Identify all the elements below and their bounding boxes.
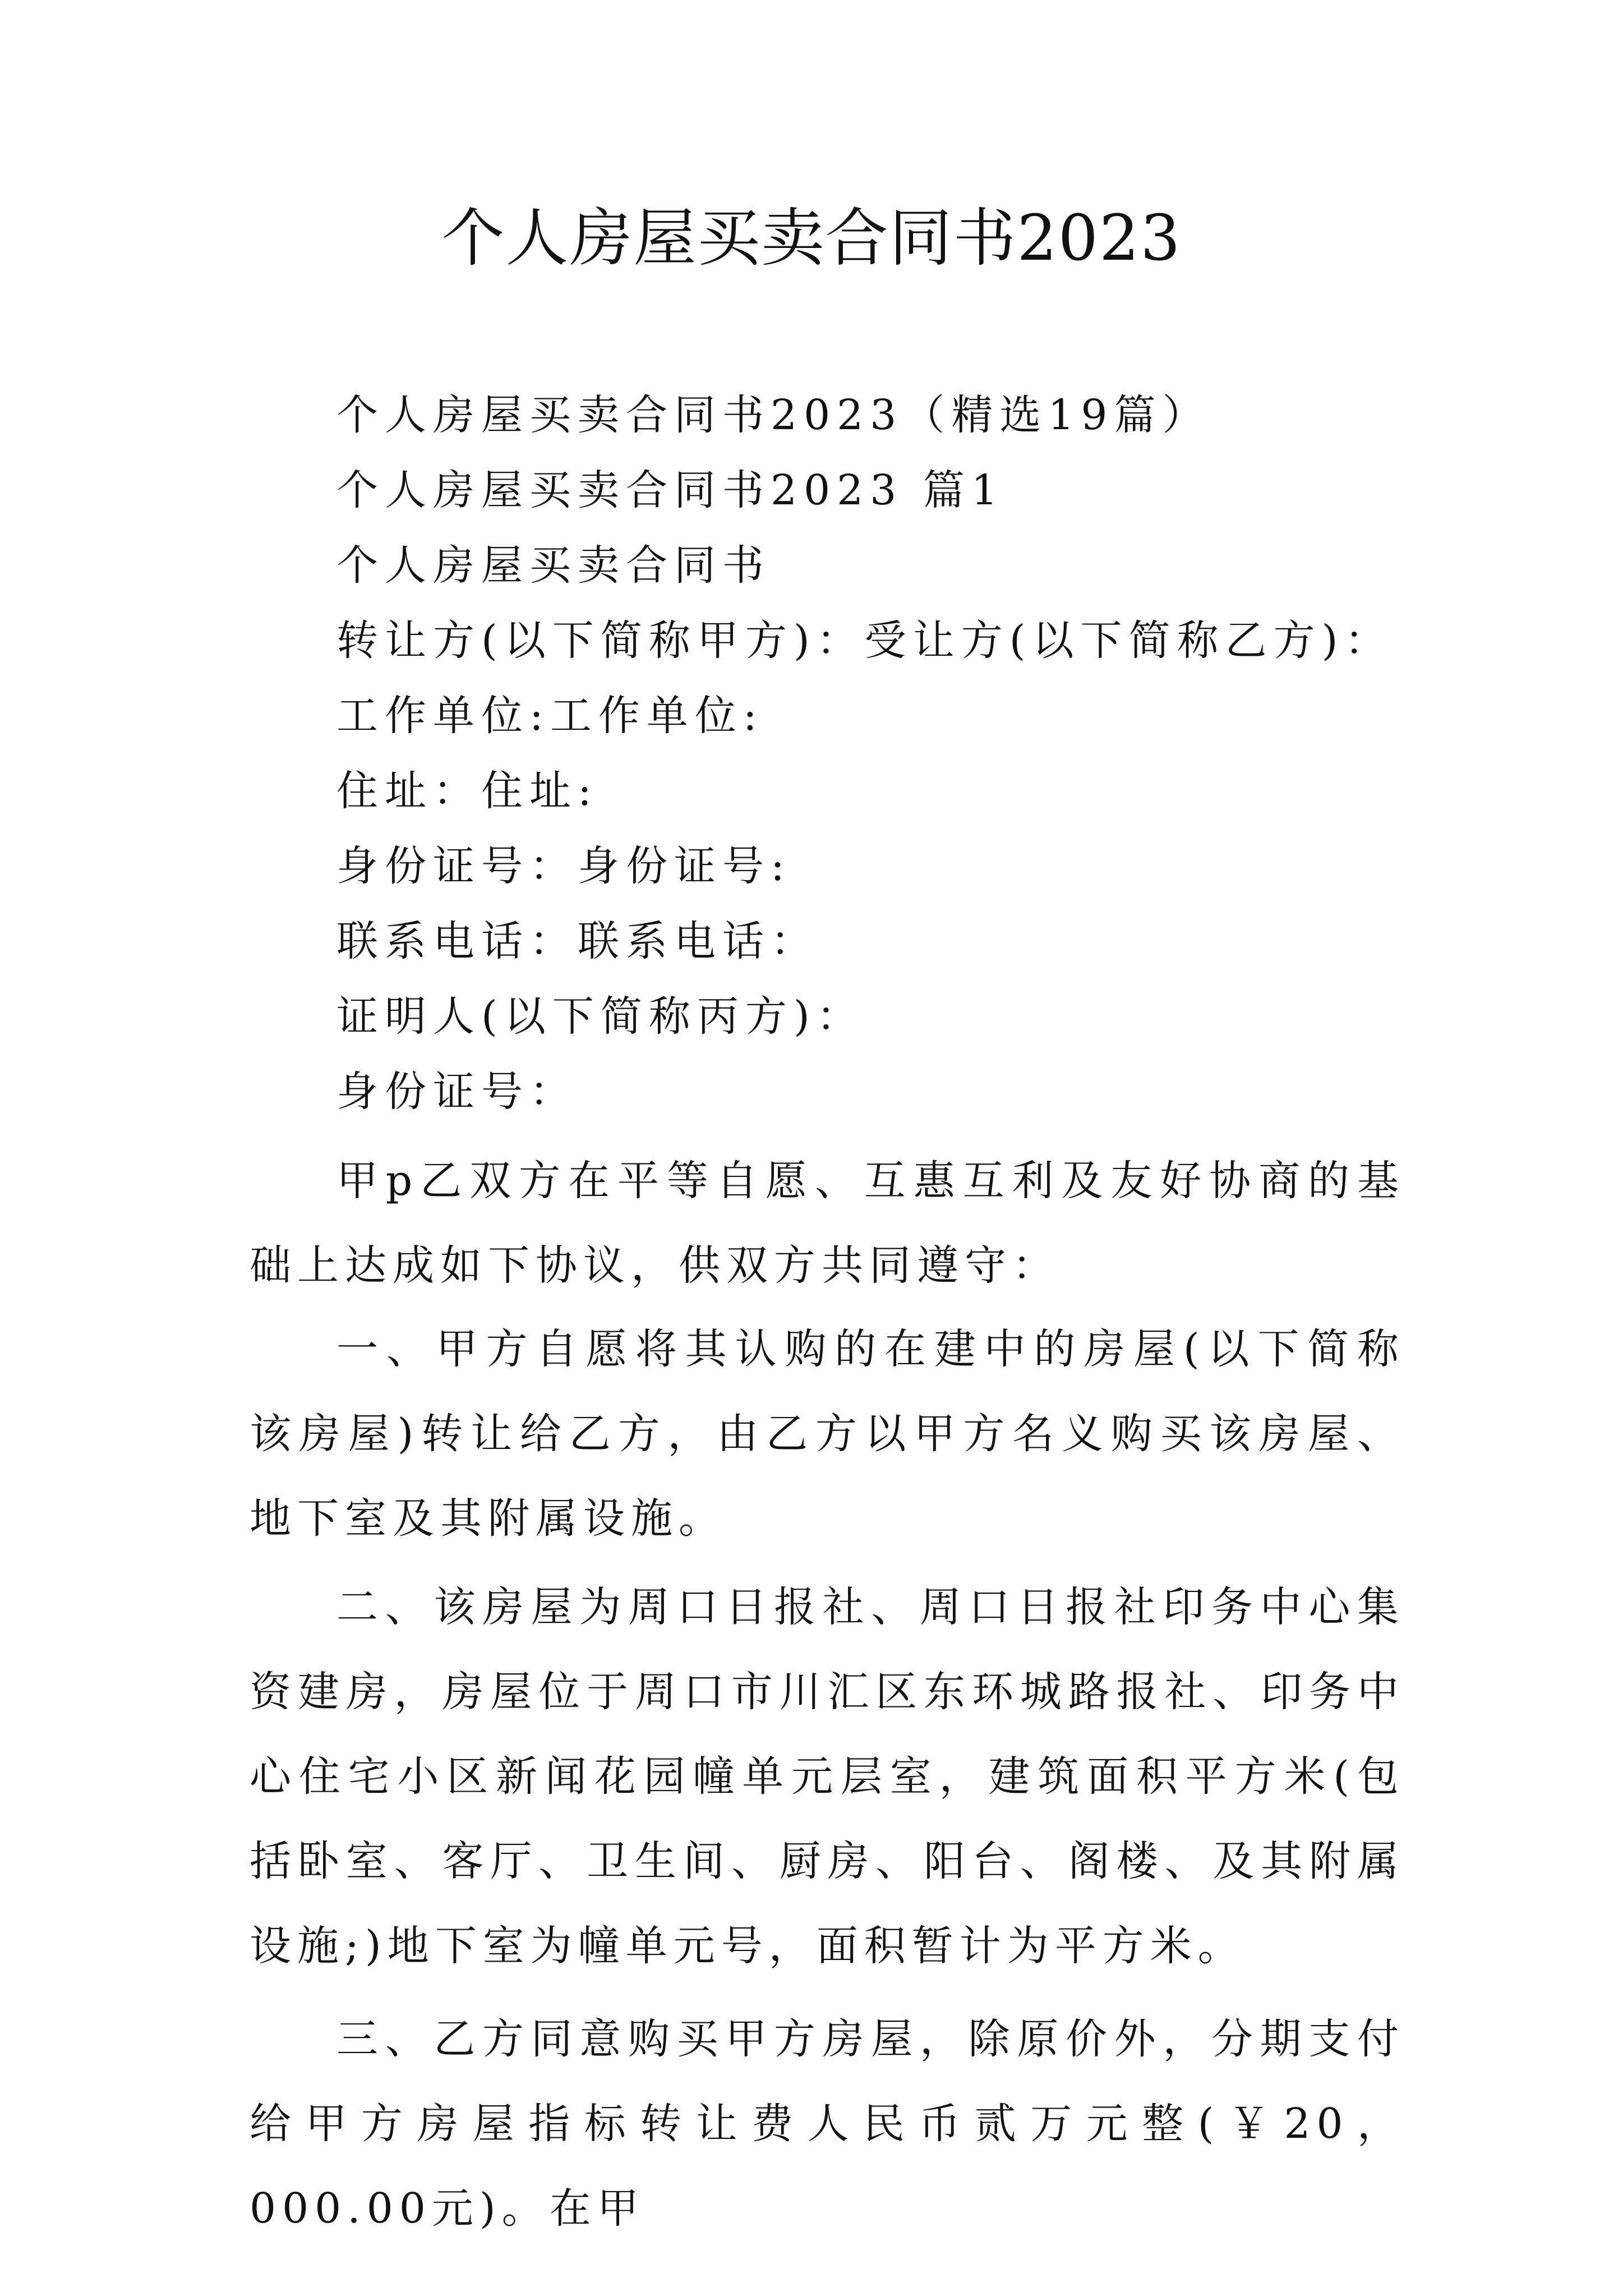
document-title: 个人房屋买卖合同书2023 [441,202,1182,275]
paragraph-clause-1: 一、甲方自愿将其认购的在建中的房屋(以下简称该房屋)转让给乙方，由乙方以甲方名义购买该房屋、地下室及其附属设施。 [250,1325,1405,1543]
id-number-line: 身份证号：身份证号: [336,842,791,890]
parties-line: 转让方(以下简称甲方)：受让方(以下简称乙方)： [336,616,1393,665]
address-line: 住址：住址: [336,767,598,815]
subtitle-line: 个人房屋买卖合同书2023（精选19篇） [336,391,1211,439]
paragraph-clause-2: 二、该房屋为周口日报社、周口日报社印务中心集资建房，房屋位于周口市川汇区东环城路报社、印务中心住宅小区新闻花园幢单元层室，建筑面积平方米(包括卧室、客厅、卫生间、厨房、阳台、阁楼、及其附属设施;)地下室为幢单元号，面积暂计为平方米。 [250,1583,1405,1970]
paragraph-intro: 甲p乙双方在平等自愿、互惠互利及友好协商的基础上达成如下协议，供双方共同遵守： [250,1157,1405,1290]
witness-id-line: 身份证号： [336,1068,578,1116]
paragraph-clause-3: 三、乙方同意购买甲方房屋，除原价外，分期支付给甲方房屋指标转让费人民币贰万元整(￥20，000.00元)。在甲 [250,2015,1405,2233]
contract-heading: 个人房屋买卖合同书 [336,541,771,590]
section-heading: 个人房屋买卖合同书2023 篇1 [336,466,1004,514]
witness-line: 证明人(以下简称丙方)： [336,992,865,1041]
work-unit-line: 工作单位:工作单位: [336,692,764,740]
phone-line: 联系电话：联系电话： [336,917,819,965]
